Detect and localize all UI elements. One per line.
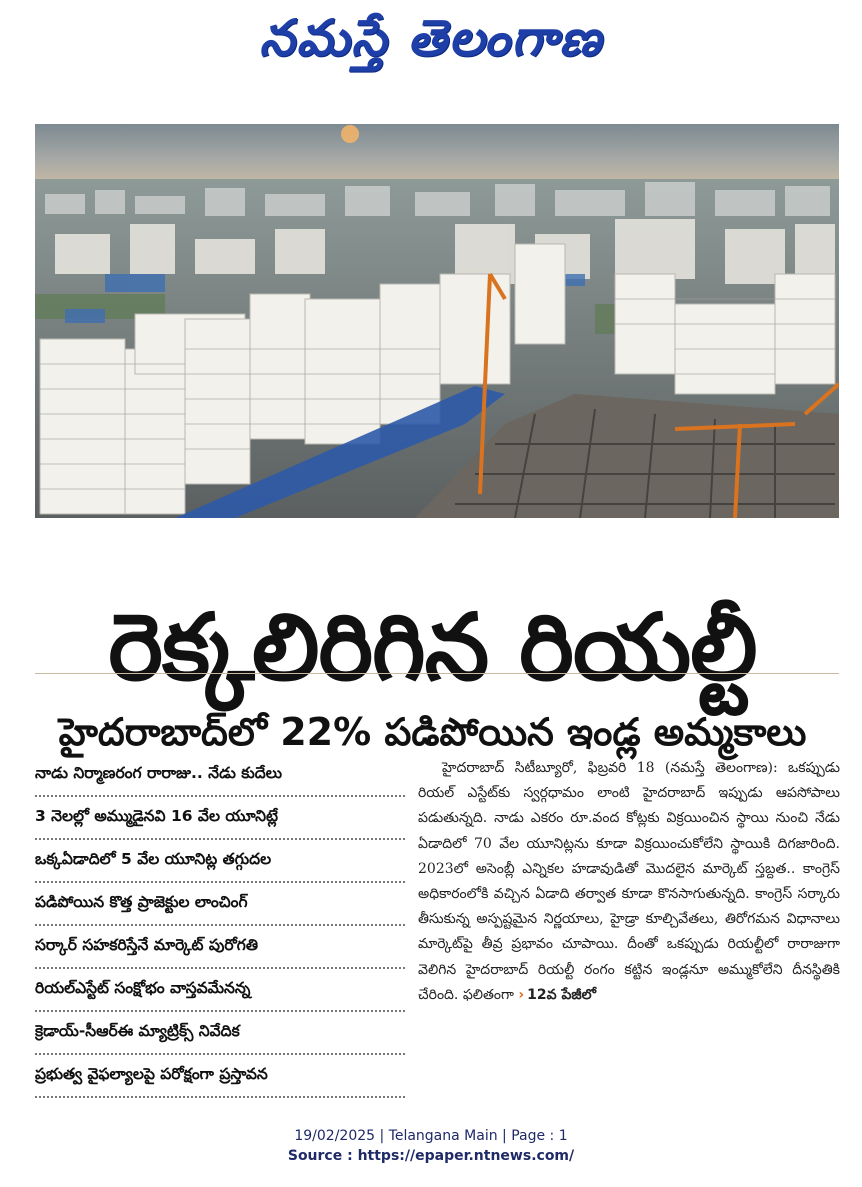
continuation-label: 12వ పేజీలో	[527, 986, 597, 1003]
highlight-item: సర్కార్ సహకరిస్తేనే మార్కెట్ పురోగతి	[35, 926, 405, 969]
headline: రెక్కలిరిగిన రియల్టీ	[108, 593, 757, 701]
subheadline: హైదరాబాద్‌లో 22% పడిపోయిన ఇండ్ల అమ్మకాలు	[58, 709, 807, 754]
highlight-item: పడిపోయిన కొత్త ప్రాజెక్టుల లాంచింగ్	[35, 883, 405, 926]
page-footer	[0, 1126, 862, 1166]
divider	[35, 673, 839, 674]
highlight-item: ప్రభుత్వ వైఫల్యాలపై పరోక్షంగా ప్రస్తావన	[35, 1055, 405, 1098]
masthead	[0, 8, 862, 80]
highlight-item: క్రెడాయ్-సీఆర్ఈ మ్యాట్రిక్స్ నివేదిక	[35, 1012, 405, 1055]
article-body-text: హైదరాబాద్ సిటీబ్యూరో, ఫిబ్రవరి 18 (నమస్తే తెలంగాణ): ఒకప్పుడు రియల్ ఎస్టేట్‌కు స్వర్గధామం లాంటి హైదరాబాద్ ఇప్పుడు ఆపసోపాలు పడుతున్నది. నాడు ఎకరం రూ.వంద కోట్లకు విక్రయించిన స్థాయి నుంచి నేడు ఏడాదిలో 70 వేల యూనిట్లను కూడా విక్రయించుకోలేని స్థాయికి దిగజారింది. 2023లో అసెంబ్లీ ఎన్నికల హడావుడితో మొదలైన మార్కెట్ స్తబ్దత.. కాంగ్రెస్ అధికారంలోకి వచ్చిన ఏడాది తర్వాత కూడా కొనసాగుతున్నది. కాంగ్రెస్ సర్కారు తీసుకున్న అస్పష్టమైన నిర్ణయాలు, హైడ్రా కూల్చివేతలు, తిరోగమన విధానాలు మార్కెట్‌పై తీవ్ర ప్రభావం చూపాయి. దీంతో ఒకప్పుడు రియల్టీలో రారాజుగా వెలిగిన హైదరాబాద్ రియల్టీ రంగం కట్టిన ఇండ్లనూ అమ్ముకోలేని దీనస్థితికి చేరింది. ఫలితంగా	[418, 760, 840, 1003]
highlight-item: 3 నెలల్లో అమ్ముడైనవి 16 వేల యూనిట్లే	[35, 797, 405, 840]
highlight-item: రియల్‌ఎస్టేట్ సంక్షోభం వాస్తవమేనన్న	[35, 969, 405, 1012]
highlights-list	[35, 754, 405, 1098]
highlight-item: ఒక్కఏడాదిలో 5 వేల యూనిట్ల తగ్గుదల	[35, 840, 405, 883]
edition-line: 19/02/2025 | Telangana Main | Page : 1	[294, 1128, 568, 1144]
highlight-item: నాడు నిర్మాణరంగ రారాజు.. నేడు కుదేలు	[35, 754, 405, 797]
continuation-link[interactable]	[518, 987, 596, 1003]
city-skyline-photo	[35, 124, 839, 518]
article-body	[418, 756, 840, 1008]
chevron-right-icon: ›	[518, 986, 525, 1003]
lead-photo	[35, 124, 839, 518]
newspaper-logo: నమస్తే తెలంగాణ	[259, 8, 603, 67]
source-link[interactable]: Source : https://epaper.ntnews.com/	[287, 1148, 575, 1164]
